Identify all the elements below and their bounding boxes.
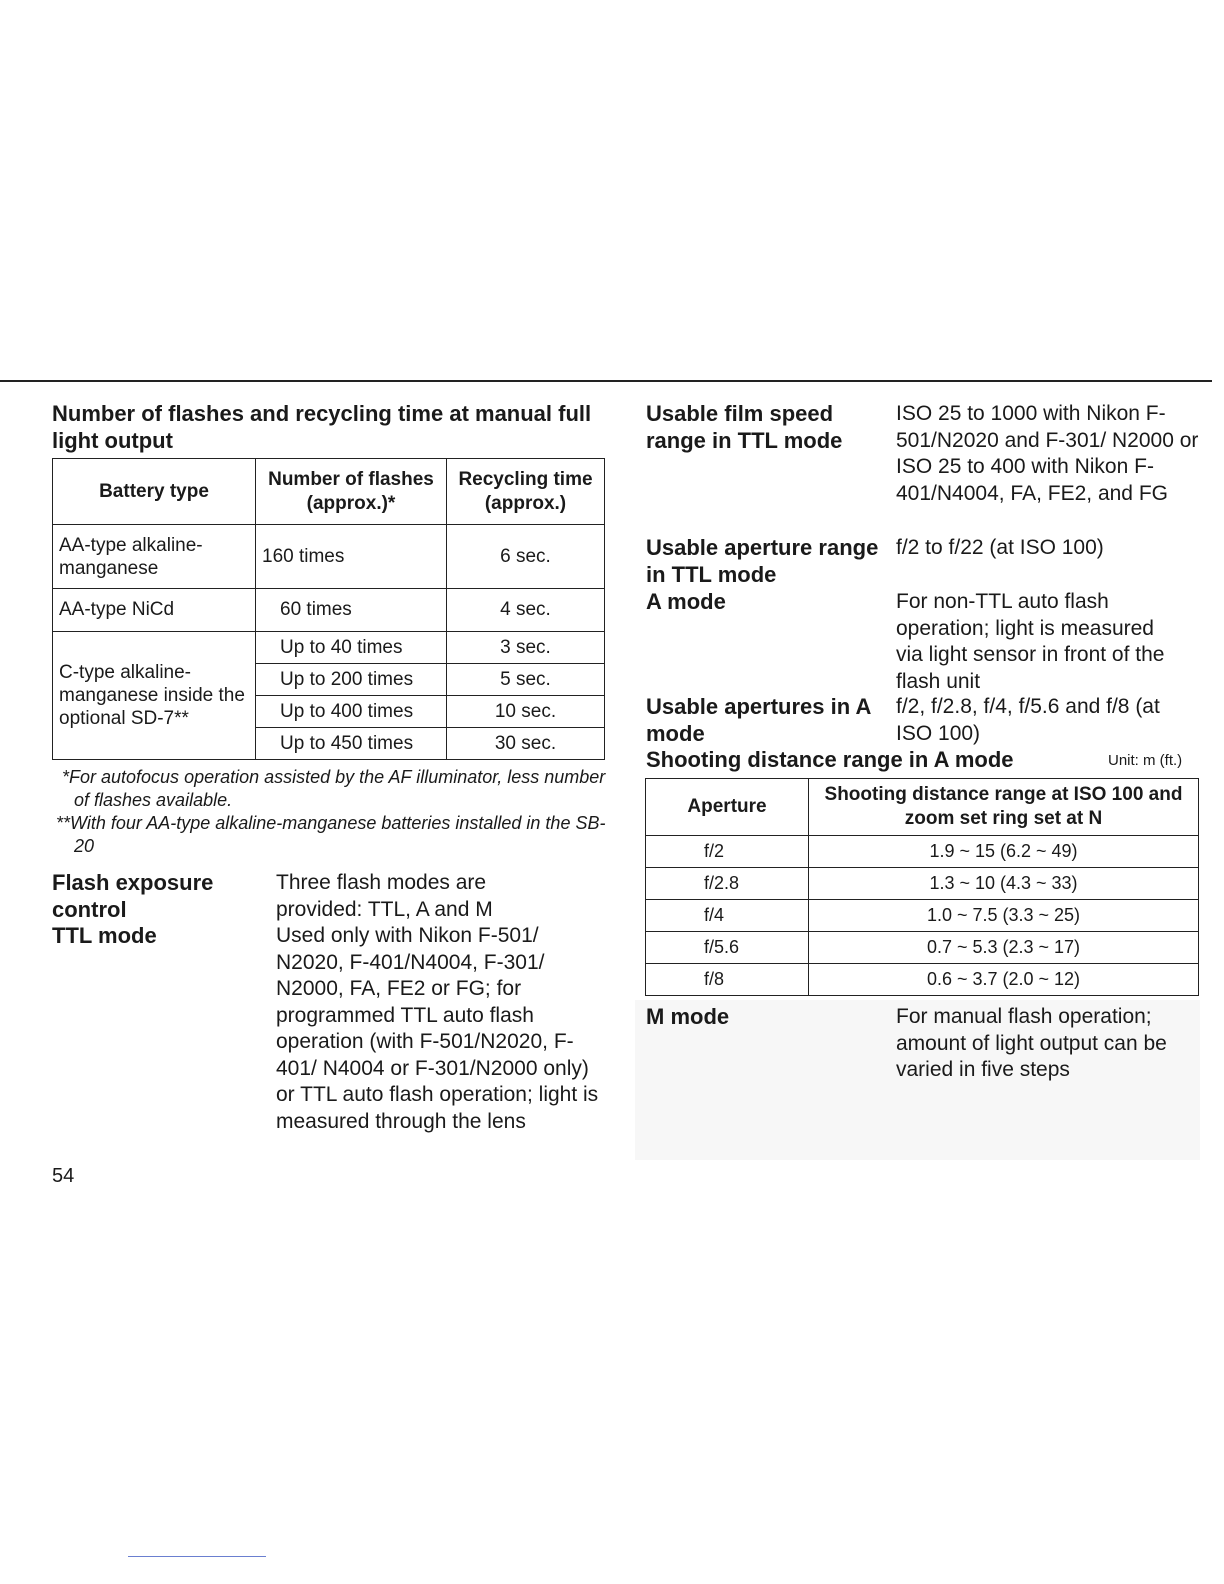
flash-exposure-label: Flash exposure control: [52, 870, 214, 922]
table-row: [646, 932, 1199, 964]
header-recycling-time: Recycling time (approx.): [447, 459, 605, 525]
apertures-a-text: f/2, f/2.8, f/4, f/5.6 and f/8 (at ISO 100): [896, 695, 1160, 745]
film-speed-text: ISO 25 to 1000 with Nikon F-501/N2020 and F-301/ N2000 or ISO 25 to 400 with Nikon F-401/N4004, FA, FE2, and FG: [896, 402, 1199, 505]
aperture-range-text: f/2 to f/22 (at ISO 100): [896, 536, 1104, 559]
top-rule: [0, 380, 1212, 382]
aperture-range-label: Usable aperture range in TTL mode: [646, 535, 879, 587]
distance-range-label: Shooting distance range in A mode: [646, 747, 1014, 772]
ttl-mode-label: TTL mode: [52, 923, 157, 948]
time-cell: 6 sec.: [447, 525, 605, 589]
flashes-cell: Up to 450 times: [256, 728, 447, 760]
distance-table: [645, 778, 1199, 996]
range-cell: 0.7 ~ 5.3 (2.3 ~ 17): [809, 932, 1199, 964]
range-cell: 0.6 ~ 3.7 (2.0 ~ 12): [809, 964, 1199, 996]
scan-underline: [128, 1556, 266, 1557]
time-cell: 4 sec.: [447, 589, 605, 632]
flash-table: [52, 458, 605, 760]
a-mode-text: For non-TTL auto flash operation; light is measured via light sensor in front of the flash unit: [896, 590, 1165, 693]
header-battery-type: Battery type: [53, 459, 256, 525]
m-mode-text: For manual flash operation; amount of light output can be varied in five steps: [896, 1005, 1167, 1081]
battery-cell: AA-type alkaline-manganese: [53, 525, 256, 589]
battery-cell: AA-type NiCd: [53, 589, 256, 632]
flashes-cell: 160 times: [256, 525, 447, 589]
ttl-mode-text: Used only with Nikon F-501/ N2020, F-401/N4004, F-301/ N2000, FA, FE2 or FG; for programmed TTL auto flash operation (with F-501/N2020, F-401/ N4004 or F-301/N2000 only) or TTL auto flash operation; light is measured through the lens: [276, 924, 599, 1133]
table-row: [646, 964, 1199, 996]
flashes-cell: 60 times: [256, 589, 447, 632]
time-cell: 3 sec.: [447, 632, 605, 664]
header-aperture: Aperture: [646, 779, 809, 836]
range-cell: 1.9 ~ 15 (6.2 ~ 49): [809, 836, 1199, 868]
aperture-cell: f/4: [646, 900, 809, 932]
aperture-cell: f/2: [646, 836, 809, 868]
table-row: [53, 632, 605, 664]
header-number-of-flashes: Number of flashes (approx.)*: [256, 459, 447, 525]
flash-table-title: Number of flashes and recycling time at manual full light output: [52, 401, 592, 453]
table-row: [646, 836, 1199, 868]
range-cell: 1.3 ~ 10 (4.3 ~ 33): [809, 868, 1199, 900]
table-row: [646, 900, 1199, 932]
flash-exposure-text: Three flash modes are provided: TTL, A and M: [276, 871, 493, 921]
page-number: 54: [52, 1165, 75, 1187]
table-row: [53, 525, 605, 589]
aperture-cell: f/2.8: [646, 868, 809, 900]
header-distance-range: Shooting distance range at ISO 100 and zoom set ring set at N: [809, 779, 1199, 836]
m-mode-label: M mode: [646, 1004, 730, 1029]
aperture-cell: f/8: [646, 964, 809, 996]
battery-cell: C-type alkaline-manganese inside the optional SD-7**: [53, 632, 256, 760]
footnote-2: **With four AA-type alkaline-manganese batteries installed in the SB-20: [56, 813, 606, 856]
unit-label: Unit: m (ft.): [1108, 752, 1183, 769]
apertures-a-label: Usable apertures in A mode: [646, 694, 871, 746]
footnote-1: *For autofocus operation assisted by the AF illuminator, less number of flashes available.: [62, 767, 606, 810]
table-row: [53, 589, 605, 632]
flashes-cell: Up to 200 times: [256, 664, 447, 696]
a-mode-label: A mode: [646, 589, 726, 614]
flashes-cell: Up to 40 times: [256, 632, 447, 664]
aperture-cell: f/5.6: [646, 932, 809, 964]
flashes-cell: Up to 400 times: [256, 696, 447, 728]
table-row: [646, 868, 1199, 900]
time-cell: 30 sec.: [447, 728, 605, 760]
range-cell: 1.0 ~ 7.5 (3.3 ~ 25): [809, 900, 1199, 932]
time-cell: 10 sec.: [447, 696, 605, 728]
time-cell: 5 sec.: [447, 664, 605, 696]
film-speed-label: Usable film speed range in TTL mode: [646, 401, 843, 453]
